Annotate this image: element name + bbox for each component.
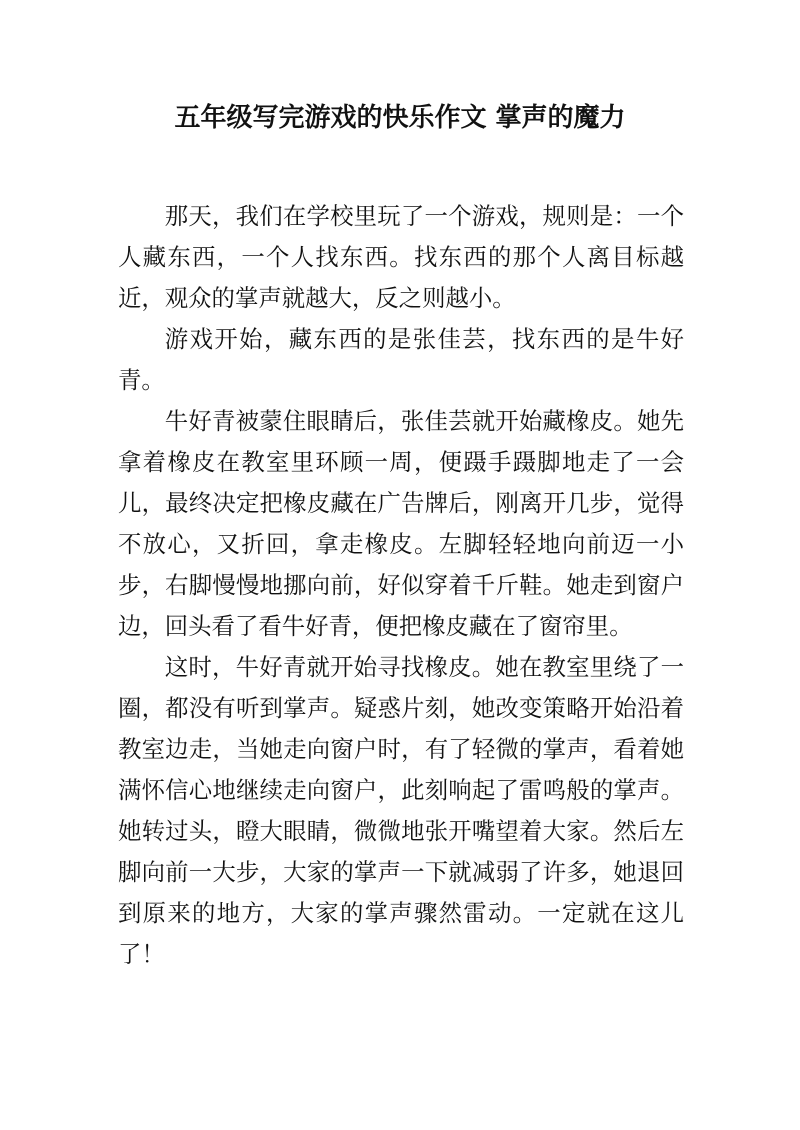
document-title: 五年级写完游戏的快乐作文 掌声的魔力 xyxy=(174,103,626,133)
paragraph-3: 牛好青被蒙住眼睛后，张佳芸就开始藏橡皮。她先拿着橡皮在教室里环顾一周，便蹑手蹑脚地走了一会儿，最终决定把橡皮藏在广告牌后，刚离开几步，觉得不放心，又折回，拿走橡皮。左脚轻轻地向前迈一小步，右脚慢慢地挪向前，好似穿着千斤鞋。她走到窗户边，回头看了看牛好青，便把橡皮藏在了窗帘里。 xyxy=(118,407,684,640)
paragraph-4: 这时，牛好青就开始寻找橡皮。她在教室里绕了一圈，都没有听到掌声。疑惑片刻，她改变策略开始沿着教室边走，当她走向窗户时，有了轻微的掌声，看着她满怀信心地继续走向窗户，此刻响起了雷鸣般的掌声。她转过头，瞪大眼睛，微微地张开嘴望着大家。然后左脚向前一大步，大家的掌声一下就减弱了许多，她退回到原来的地方，大家的掌声骤然雷动。一定就在这儿了！ xyxy=(118,653,684,968)
paragraph-1: 那天，我们在学校里玩了一个游戏，规则是：一个人藏东西，一个人找东西。找东西的那个人离目标越近，观众的掌声就越大，反之则越小。 xyxy=(118,202,684,312)
document-body xyxy=(118,196,684,975)
paragraph-2: 游戏开始，藏东西的是张佳芸，找东西的是牛好青。 xyxy=(118,325,684,394)
